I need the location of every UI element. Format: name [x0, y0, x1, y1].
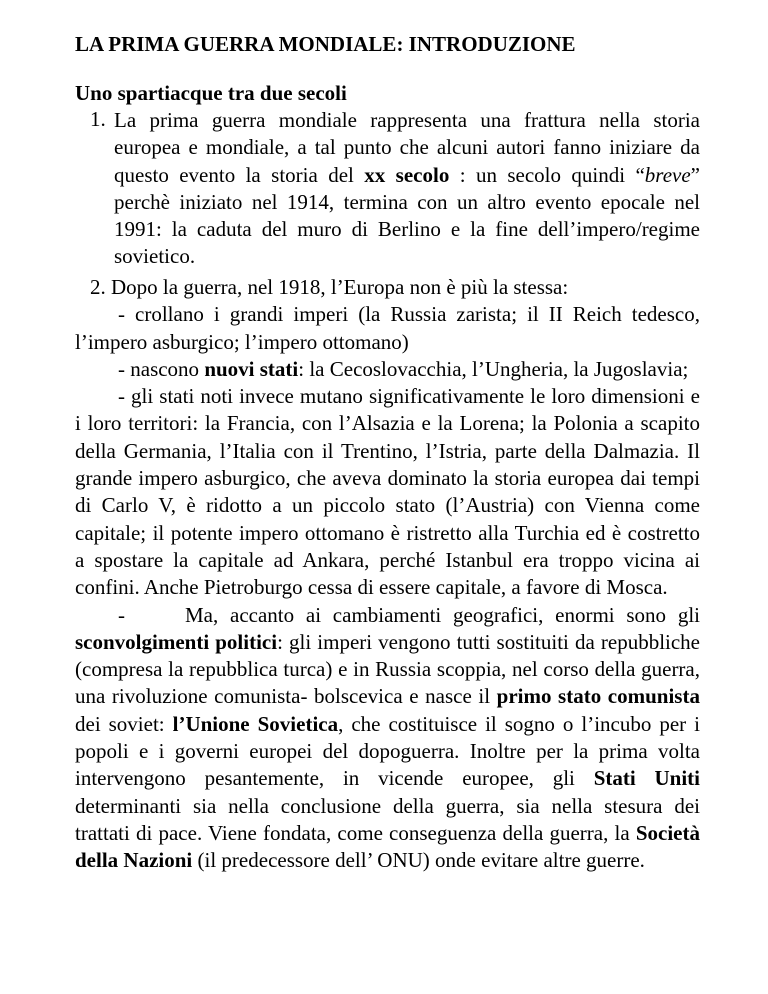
text-run: - nascono	[118, 356, 205, 381]
text-run: - crollano i grandi imperi (la Russia zarista; il II Reich tedesco, l’impero asburgico; l’impero ottomano)	[75, 302, 700, 354]
bold-term: l’Unione Sovietica	[172, 711, 339, 736]
bullet-3	[75, 383, 700, 601]
text-run: -	[118, 602, 125, 627]
bullet-2	[75, 356, 700, 383]
text-run: La prima guerra mondiale rappresenta una frattura nella storia europea e mondiale, a tal punto che alcuni autori fanno iniziare da questo evento la storia del	[114, 108, 700, 187]
paragraph-2-head	[75, 274, 700, 301]
page-title: LA PRIMA GUERRA MONDIALE: INTRODUZIONE	[75, 32, 576, 56]
text-run: : la Cecoslovacchia, l’Ungheria, la Jugoslavia;	[298, 356, 689, 381]
text-run: (il predecessore dell’ ONU) onde evitare altre guerre.	[192, 848, 645, 873]
text-run: determinanti sia nella conclusione della guerra, sia nella stesura dei trattati di pace. Viene fondata, come conseguenza della guerra, la	[75, 793, 700, 845]
bold-term: xx secolo	[364, 162, 450, 187]
bullet-4	[75, 602, 700, 875]
bullet-1	[75, 301, 700, 356]
text-run: 2. Dopo la guerra, nel 1918, l’Europa non è più la stessa:	[90, 275, 569, 299]
list-number: 1.	[90, 107, 106, 131]
paragraph-2	[75, 274, 700, 875]
section-heading: Uno spartiacque tra due secoli	[75, 81, 347, 105]
bold-term: Società della Nazioni	[75, 820, 700, 873]
bold-term: Stati Uniti	[593, 766, 701, 791]
text-run: : gli imperi vengono tutti sostituiti da repubbliche (compresa la repubblica turca) e in Russia scoppia, nel corso della guerra, una rivoluzione comunista- bolscevica e nasce il	[75, 629, 700, 709]
bold-term: sconvolgimenti politici	[75, 629, 278, 654]
paragraph-1	[114, 107, 700, 271]
text-run: Ma, accanto ai cambiamenti geografici, enormi sono gli	[185, 602, 700, 627]
italic-term: breve	[644, 162, 691, 187]
text-run: dei soviet:	[75, 711, 173, 736]
text-run: - gli stati noti invece mutano significativamente le loro dimensioni e i loro territori: la Francia, con l’Alsazia e la Lorena; la Polonia a scapito della Germania, l’Italia con il Trentino, l’Istria, parte della Dalmazia. Il grande impero asburgico, che aveva dominato la storia europea dai tempi di Carlo V, è ridotto a un piccolo stato (l’Austria) con Vienna come capitale; il potente impero ottomano è ristretto alla Turchia ed è costretto a spostare la capitale ad Ankara, perché Istanbul era troppo vicina ai confini. Anche Pietroburgo cessa di essere capitale, a favore di Mosca.	[75, 384, 700, 600]
bold-term: primo stato comunista	[496, 684, 700, 709]
text-run: : un secolo quindi “	[449, 162, 645, 187]
bold-term: nuovi stati	[204, 356, 299, 381]
text-run: ” perchè iniziato nel 1914, termina con un altro evento epocale nel 1991: la caduta del muro di Berlino e la fine dell’impero/regime sovietico.	[114, 162, 700, 269]
text-run: , che costituisce il sogno o l’incubo per i popoli e i governi europei del dopoguerra. Inoltre per la prima volta intervengono pesantemente, in vicende europee, gli	[75, 711, 700, 791]
